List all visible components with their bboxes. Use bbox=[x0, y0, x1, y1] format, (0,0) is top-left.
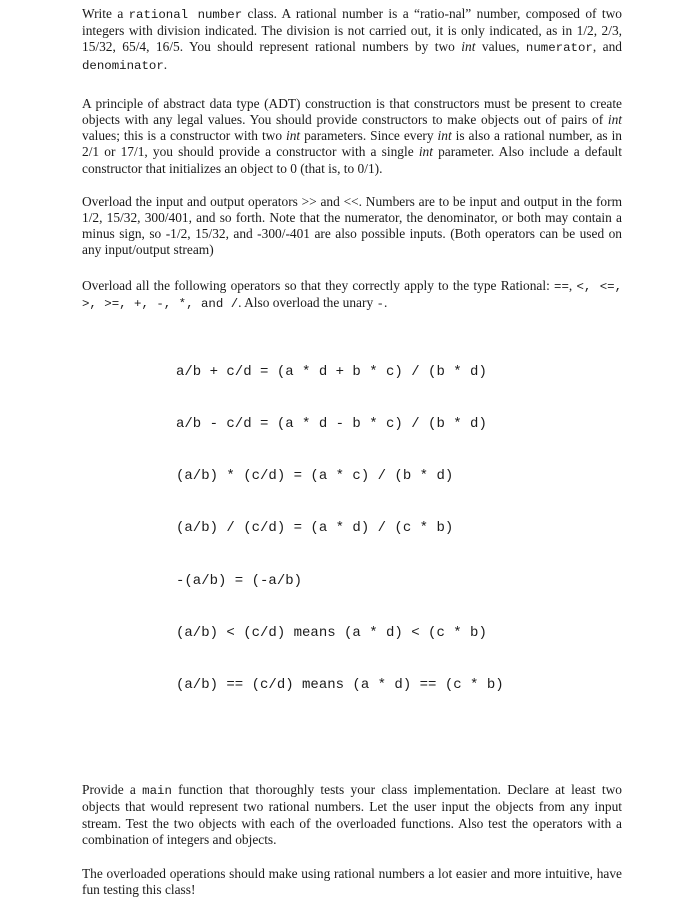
code-term-operator-list: <, <=, >, >=, +, -, *, and / bbox=[82, 279, 622, 311]
code-line: (a/b) == (c/d) means (a * d) == (c * b) bbox=[176, 677, 504, 694]
text-run: values; this is a constructor with two bbox=[82, 128, 286, 144]
code-term-denominator: denominator bbox=[82, 58, 164, 73]
text-run: , and bbox=[592, 39, 622, 55]
paragraph-constructors bbox=[82, 96, 622, 177]
text-run: parameters. Since every bbox=[300, 128, 438, 144]
text-run: is also a rational number, as in 2/1 or 17/1, you should provide a constructor with a single bbox=[82, 128, 622, 160]
paragraph-io-operators: Overload the input and output operators >> and <<. Numbers are to be input and output in the form 1/2, 15/32, 300/401, and so forth. Note that the numerator, the denominator, or both may contain a minus sign, so -1/2, 15/32, and -300/-401 are also possible inputs. (Both operators can be used on any input/output stream) bbox=[82, 193, 622, 258]
text-run: Overload all the following operators so that they correctly apply to the type Rational: bbox=[82, 277, 555, 293]
paragraph-class-description bbox=[82, 6, 622, 74]
italic-term-int: int bbox=[285, 128, 301, 144]
code-block-formulas bbox=[176, 329, 622, 729]
assignment-document bbox=[82, 6, 622, 899]
italic-term-int: int bbox=[461, 39, 476, 55]
code-line: -(a/b) = (-a/b) bbox=[176, 572, 303, 589]
paragraph-main-function bbox=[82, 782, 622, 848]
italic-term-int: int bbox=[418, 144, 433, 160]
text-run: , bbox=[568, 277, 577, 293]
text-run: parameter. Also include a default constructor that initializes an object to 0 (that is, to 0/1). bbox=[82, 144, 622, 176]
paragraph-operator-overloads bbox=[82, 278, 622, 312]
code-term-equality: == bbox=[554, 279, 569, 294]
text-run: Provide a bbox=[82, 782, 143, 798]
text-run: class. A rational number is a “ratio-nal” number, composed of two integers with division indicated. The division is not carried out, it is only indicated, as in 1/2, 2/3, 15/32, 65/4, 16/5. You should represent rational numbers by two bbox=[82, 6, 622, 55]
text-run: . bbox=[163, 56, 168, 72]
italic-term-int: int bbox=[607, 112, 622, 128]
code-term-unary-minus: - bbox=[376, 296, 384, 311]
code-term-numerator: numerator bbox=[525, 41, 593, 56]
text-run: Write a bbox=[82, 6, 129, 21]
code-term-main: main bbox=[142, 784, 172, 799]
code-line: (a/b) * (c/d) = (a * c) / (b * d) bbox=[176, 468, 454, 485]
paragraph-closing: The overloaded operations should make using rational numbers a lot easier and more intuitive, have fun testing this class! bbox=[82, 866, 622, 898]
text-run: A principle of abstract data type (ADT) construction is that constructors must be present to create objects with any legal values. You should provide constructors to make objects out of pairs of bbox=[82, 95, 622, 128]
code-line: a/b - c/d = (a * d - b * c) / (b * d) bbox=[176, 416, 487, 433]
italic-term-int: int bbox=[437, 128, 452, 144]
text-run: function that thoroughly tests your class implementation. Declare at least two objects that would represent two rational numbers. Let the user input the objects from any input stream. Test the two objects with each of the overloaded functions. Also test the operators with a combination of integers and objects. bbox=[82, 782, 622, 847]
text-run: . Also overload the unary bbox=[238, 294, 377, 310]
code-line: a/b + c/d = (a * d + b * c) / (b * d) bbox=[176, 363, 487, 380]
code-line: (a/b) < (c/d) means (a * d) < (c * b) bbox=[176, 624, 487, 641]
text-run: values, bbox=[475, 39, 526, 55]
code-term-rational-number: rational number bbox=[128, 8, 243, 22]
code-line: (a/b) / (c/d) = (a * d) / (c * b) bbox=[176, 520, 454, 537]
text-run: . bbox=[383, 294, 388, 310]
